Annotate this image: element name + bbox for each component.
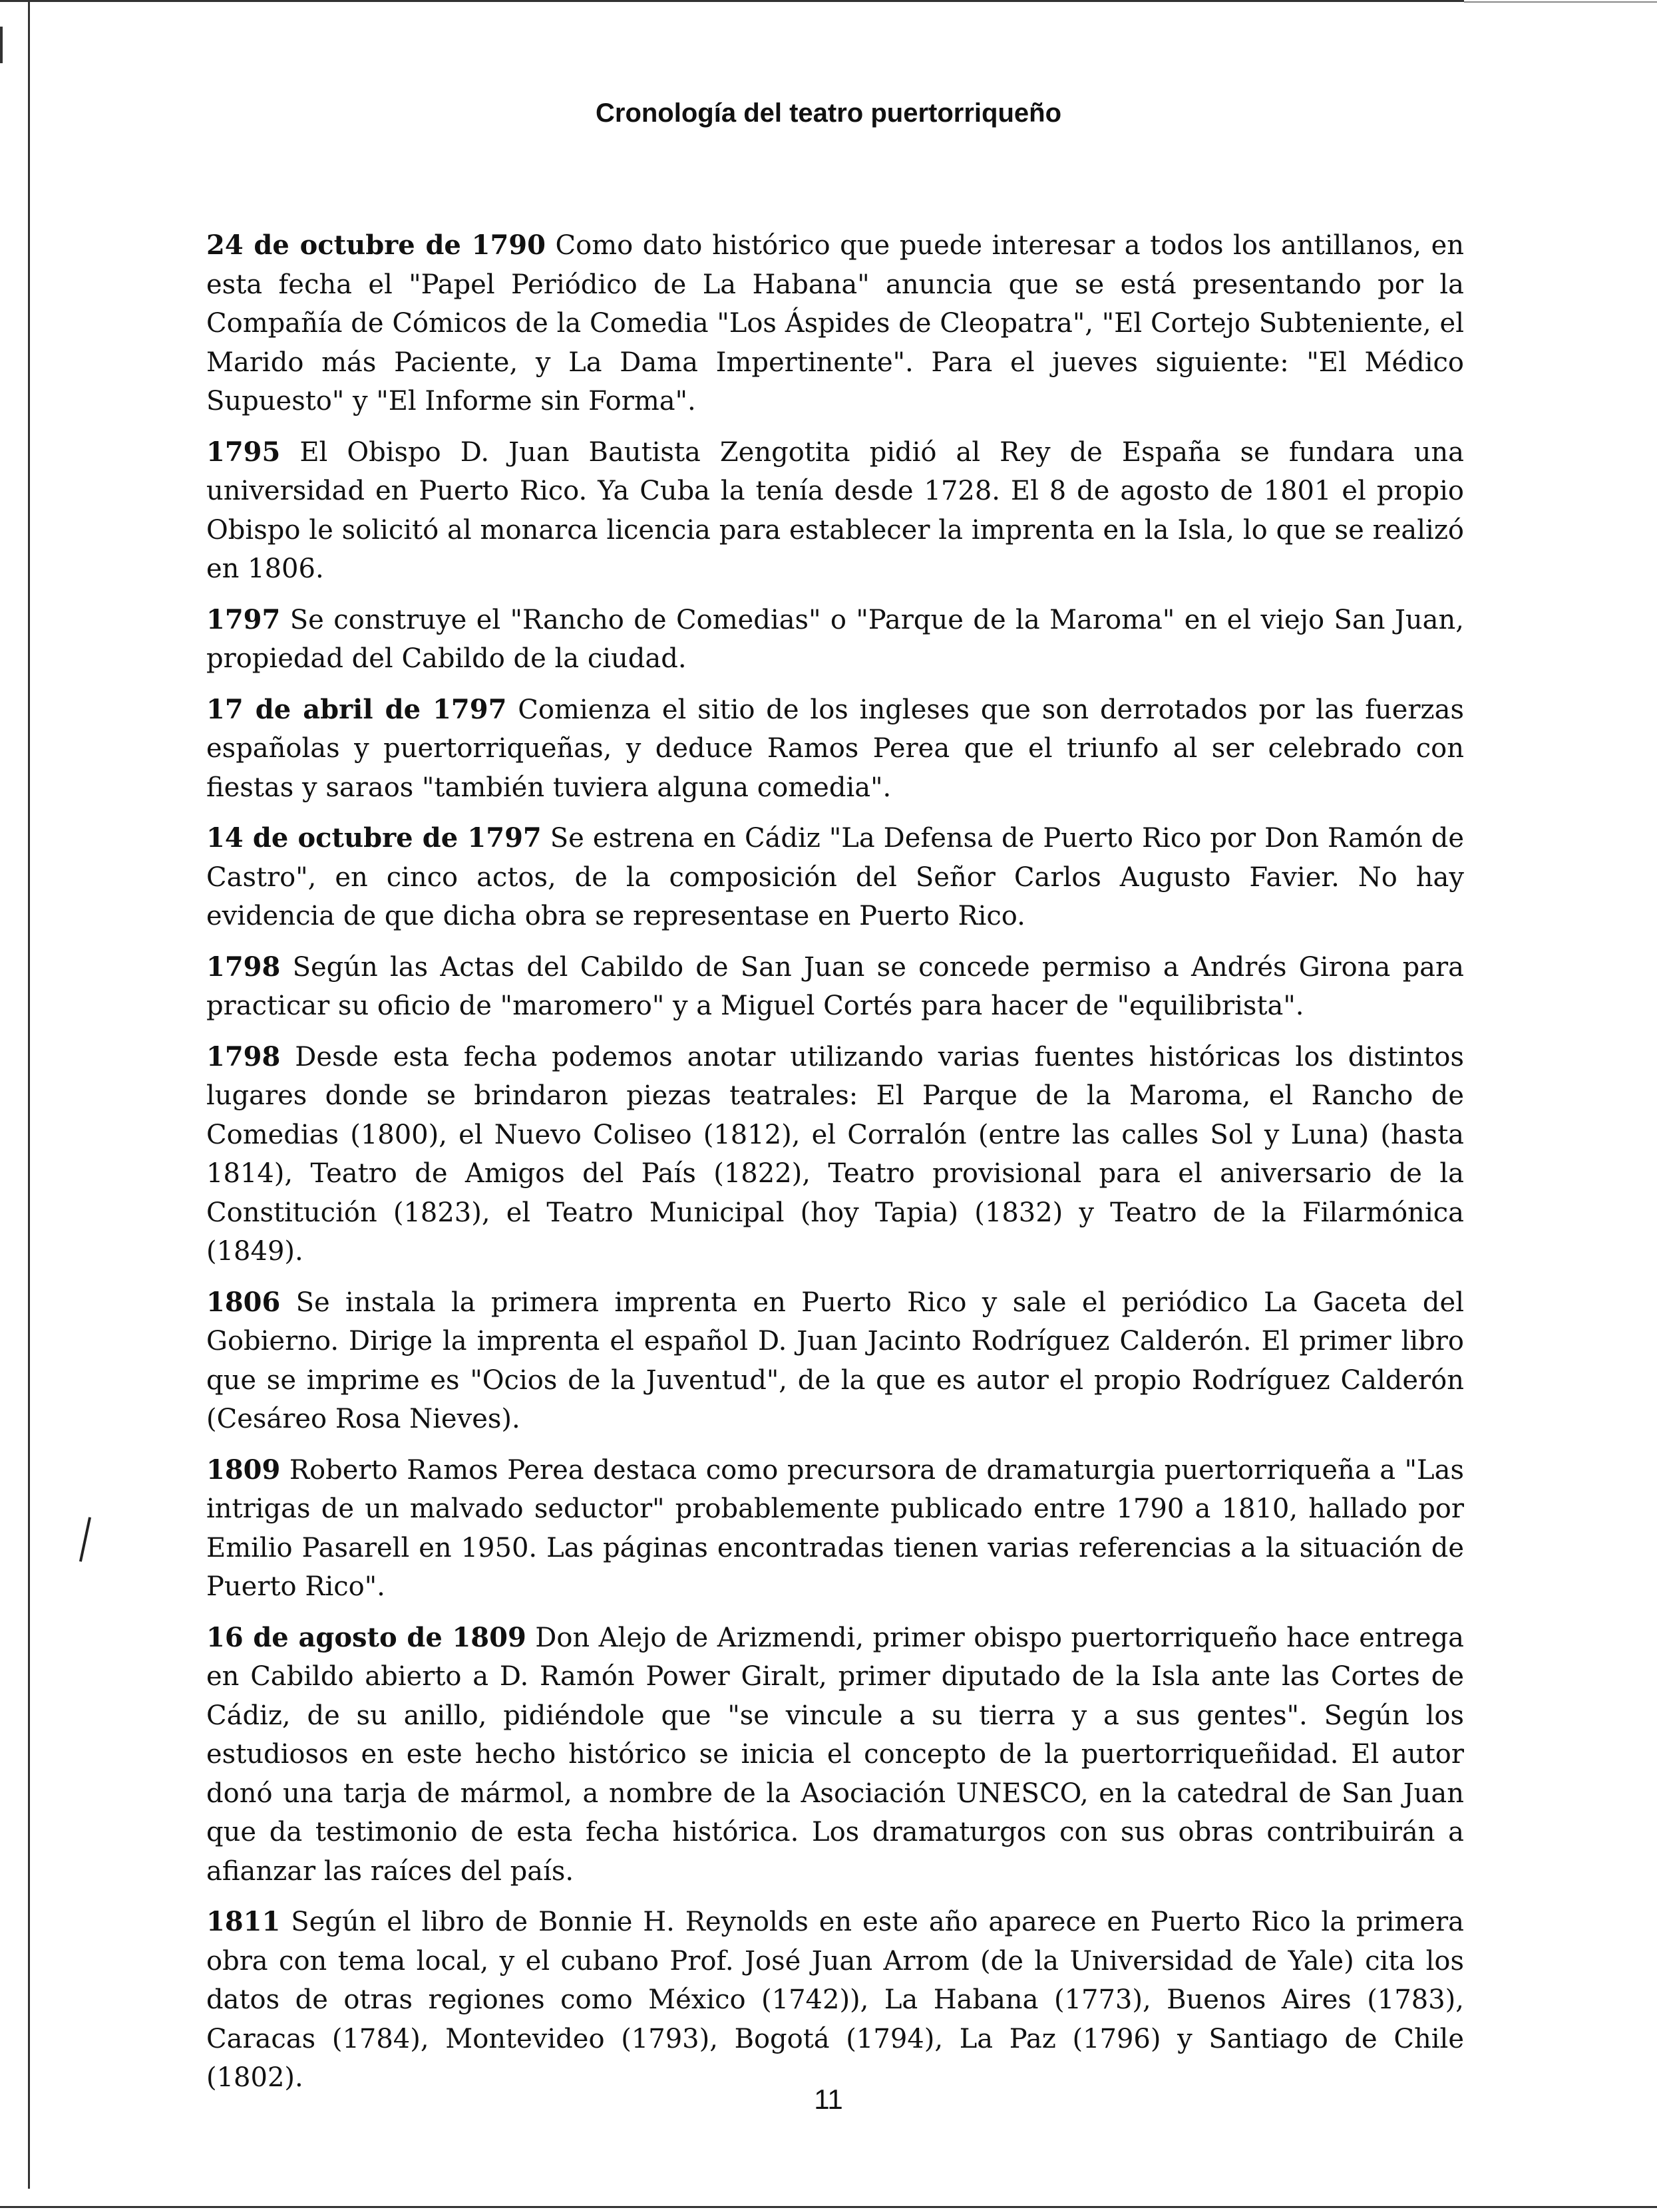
entry-text: El Obispo D. Juan Bautista Zengotita pidió al Rey de España se fundara una universidad en Puerto Rico. Ya Cuba la tenía desde 1728. El 8 de agosto de 1801 el propio Obispo le solicitó al monarca licencia para establecer la imprenta en la Isla, lo que se realizó en 1806.	[206, 436, 1464, 584]
page-frame-top-right	[1464, 1, 1657, 3]
entry-date: 1811	[206, 1906, 281, 1937]
chronology-entry	[206, 433, 1464, 589]
entry-date: 1806	[206, 1286, 281, 1318]
entry-date: 24 de octubre de 1790	[206, 230, 546, 261]
page-frame-top	[0, 0, 1464, 2]
chronology-body	[206, 226, 1464, 2110]
entry-text: Según las Actas del Cabildo de San Juan se concede permiso a Andrés Girona para practicar su oficio de "maromero" y a Miguel Cortés para hacer de "equilibrista".	[206, 951, 1464, 1021]
chronology-entry	[206, 601, 1464, 679]
page-number: 11	[814, 2084, 843, 2115]
entry-text: Desde esta fecha podemos anotar utilizando varias fuentes históricas los distintos lugares donde se brindaron piezas teatrales: El Parque de la Maroma, el Rancho de Comedias (1800), el Nuevo Coliseo (1812), el Corralón (entre las calles Sol y Luna) (hasta 1814), Teatro de Amigos del País (1822), Teatro provisional para el aniversario de la Constitución (1823), el Teatro Municipal (hoy Tapia) (1832) y Teatro de la Filarmónica (1849).	[206, 1041, 1464, 1267]
entry-text: Según el libro de Bonnie H. Reynolds en este año aparece en Puerto Rico la primera obra con tema local, y el cubano Prof. José Juan Arrom (de la Universidad de Yale) cita los datos de otras regiones como México (1742)), La Habana (1773), Buenos Aires (1783), Caracas (1784), Montevideo (1793), Bogotá (1794), La Paz (1796) y Santiago de Chile (1802).	[206, 1907, 1464, 2093]
entry-text: Se estrena en Cádiz "La Defensa de Puerto Rico por Don Ramón de Castro", en cinco actos, de la composición del Señor Carlos Augusto Favier. No hay evidencia de que dicha obra se representase en Puerto Rico.	[206, 823, 1464, 931]
entry-text: Don Alejo de Arizmendi, primer obispo puertorriqueño hace entrega en Cabildo abierto a D. Ramón Power Giralt, primer diputado de la Isla ante las Cortes de Cádiz, de su anillo, pidiéndole que "se vincule a su tierra y a sus gentes". Según los estudiosos en este hecho histórico se inicia el concepto de la puertorriqueñidad. El autor donó una tarja de mármol, a nombre de la Asociación UNESCO, en la catedral de San Juan que da testimonio de esta fecha histórica. Los dramaturgos con sus obras contribuirán a afianzar las raíces del país.	[206, 1622, 1464, 1887]
entry-text: Como dato histórico que puede interesar a todos los antillanos, en esta fecha el "Papel Periódico de La Habana" anuncia que se está presentando por la Compañía de Cómicos de la Comedia "Los Áspides de Cleopatra", "El Cortejo Subteniente, el Marido más Paciente, y La Dama Impertinente". Para el jueves siguiente: "El Médico Supuesto" y "El Informe sin Forma".	[206, 230, 1464, 416]
chronology-entry	[206, 1903, 1464, 2098]
entry-date: 1798	[206, 1040, 281, 1072]
chronology-entry	[206, 691, 1464, 808]
entry-date: 14 de octubre de 1797	[206, 822, 542, 854]
chronology-entry	[206, 948, 1464, 1026]
entry-date: 17 de abril de 1797	[206, 693, 507, 725]
chronology-entry	[206, 1283, 1464, 1439]
chronology-entry	[206, 1451, 1464, 1607]
chronology-entry	[206, 1619, 1464, 1891]
running-header: Cronología del teatro puertorriqueño	[595, 98, 1062, 128]
entry-text: Se instala la primera imprenta en Puerto Rico y sale el periódico La Gaceta del Gobierno. Dirige la imprenta el español D. Juan Jacinto Rodríguez Calderón. El primer libro que se imprime es "Ocios de la Juventud", de la que es autor el propio Rodríguez Calderón (Cesáreo Rosa Nieves).	[206, 1287, 1464, 1434]
chronology-entry	[206, 1038, 1464, 1271]
page-frame-left-stub	[0, 27, 3, 63]
entry-text: Comienza el sitio de los ingleses que son derrotados por las fuerzas españolas y puertorriqueñas, y deduce Ramos Perea que el triunfo al ser celebrado con fiestas y saraos "también tuviera alguna comedia".	[206, 694, 1464, 803]
page-frame-bottom	[0, 2206, 1657, 2208]
page-frame-left	[28, 0, 30, 2189]
entry-date: 1795	[206, 436, 281, 468]
margin-pencil-mark	[79, 1517, 91, 1561]
entry-text: Roberto Ramos Perea destaca como precursora de dramaturgia puertorriqueña a "Las intrigas de un malvado seductor" probablemente publicado entre 1790 a 1810, hallado por Emilio Pasarell en 1950. Las páginas encontradas tienen varias referencias a la situación de Puerto Rico".	[206, 1454, 1464, 1602]
entry-date: 1809	[206, 1454, 281, 1486]
entry-date: 1797	[206, 603, 281, 635]
chronology-entry	[206, 819, 1464, 936]
entry-date: 1798	[206, 951, 281, 983]
entry-text: Se construye el "Rancho de Comedias" o "Parque de la Maroma" en el viejo San Juan, propiedad del Cabildo de la ciudad.	[206, 604, 1465, 674]
entry-date: 16 de agosto de 1809	[206, 1621, 526, 1653]
chronology-entry	[206, 226, 1464, 421]
